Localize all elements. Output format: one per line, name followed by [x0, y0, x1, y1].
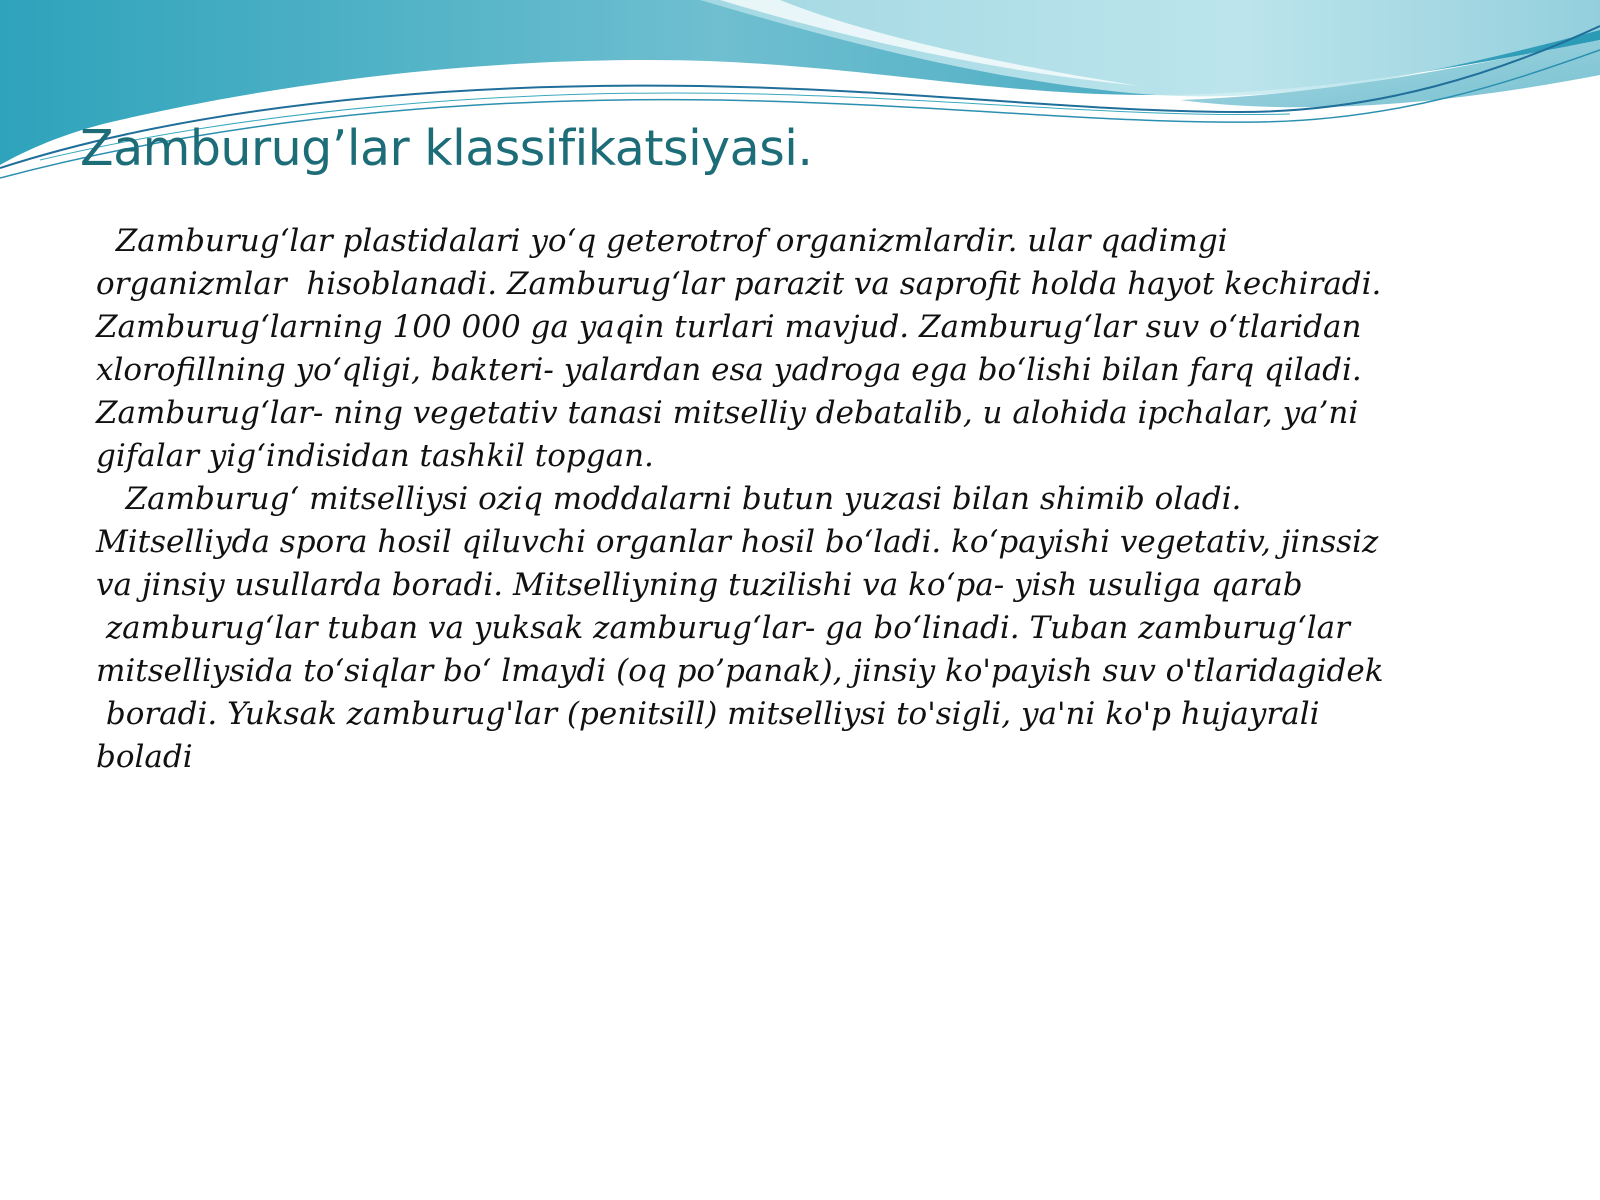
- body-line: va jinsiy usullarda boradi. Mitselliyning tuzilishi va ko‘pa- yish usuliga qarab: [96, 567, 1303, 603]
- body-line: boladi: [96, 739, 193, 775]
- body-line: mitselliysida to‘siqlar bo‘ lmaydi (oq po’panak), jinsiy ko'payish suv o'tlaridagidek: [96, 653, 1384, 689]
- body-line: Mitselliyda spora hosil qiluvchi organlar hosil bo‘ladi. ko‘payishi vegetativ, jinssiz: [96, 524, 1379, 560]
- body-line: Zamburug‘lar- ning vegetativ tanasi mitselliy debatalib, u alohida ipchalar, ya’ni: [96, 395, 1359, 431]
- body-text: [96, 220, 1516, 779]
- slide-title: Zamburug’lar klassifikatsiyasi.: [80, 120, 813, 177]
- body-line: organizmlar hisoblanadi. Zamburug‘lar parazit va saprofit holda hayot kechiradi.: [96, 266, 1382, 302]
- body-line: boradi. Yuksak zamburug'lar (penitsill) mitselliysi to'sigli, ya'ni ko'p hujayrali: [96, 696, 1320, 732]
- body-line: zamburug‘lar tuban va yuksak zamburug‘lar- ga bo‘linadi. Tuban zamburug‘lar: [96, 610, 1350, 646]
- body-line: Zamburug‘ mitselliysi oziq moddalarni butun yuzasi bilan shimib oladi.: [96, 481, 1242, 517]
- body-line: Zamburug‘larning 100 000 ga yaqin turlari mavjud. Zamburug‘lar suv o‘tlaridan: [96, 309, 1362, 345]
- body-line: xlorofillning yo‘qligi, bakteri- yalardan esa yadroga ega bo‘lishi bilan farq qiladi.: [96, 352, 1362, 388]
- body-line: Zamburug‘lar plastidalari yo‘q geterotrof organizmlardir. ular qadimgi: [96, 223, 1228, 259]
- body-line: gifalar yig‘indisidan tashkil topgan.: [96, 438, 654, 474]
